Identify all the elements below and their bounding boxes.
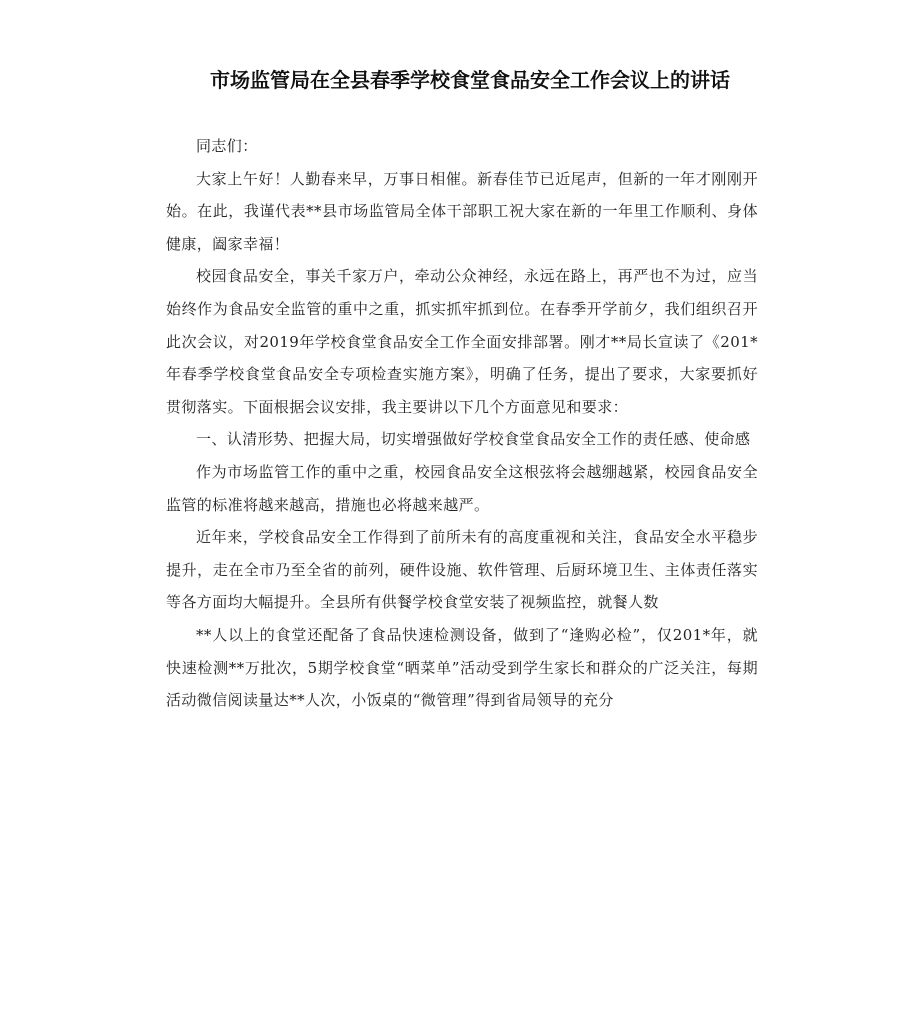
body-paragraph: **人以上的食堂还配备了食品快速检测设备，做到了“逢购必检”，仅201*年，就快速检测**万批次，5期学校食堂“晒菜单”活动受到学生家长和群众的广泛关注，每期活动微信阅读量达**人次，小饭桌的“微管理”得到省局领导的充分	[166, 625, 758, 710]
intro-paragraph: 校园食品安全，事关千家万户，牵动公众神经，永远在路上，再严也不为过，应当始终作为食品安全监管的重中之重，抓实抓牢抓到位。在春季开学前夕，我们组织召开此次会议，对2019年学校食堂食品安全工作全面安排部署。刚才**局长宣读了《201*年春季学校食堂食品安全专项检查实施方案》，明确了任务，提出了要求，大家要抓好贯彻落实。下面根据会议安排，我主要讲以下几个方面意见和要求：	[166, 267, 758, 416]
document-body	[166, 130, 758, 717]
section-heading: 一、认清形势、把握大局，切实增强做好学校食堂食品安全工作的责任感、使命感	[196, 430, 751, 449]
salutation-paragraph: 同志们：	[196, 137, 258, 155]
body-paragraph: 作为市场监管工作的重中之重，校园食品安全这根弦将会越绷越紧，校园食品安全监管的标准将越来越高，措施也必将越来越严。	[166, 462, 758, 514]
body-paragraph: 近年来，学校食品安全工作得到了前所未有的高度重视和关注，食品安全水平稳步提升，走在全市乃至全省的前列，硬件设施、软件管理、后厨环境卫生、主体责任落实等各方面均大幅提升。全县所有供餐学校食堂安装了视频监控，就餐人数	[166, 528, 758, 612]
document-title: 市场监管局在全县春季学校食堂食品安全工作会议上的讲话	[210, 68, 730, 92]
greeting-paragraph: 大家上午好！人勤春来早，万事日相催。新春佳节已近尾声，但新的一年才刚刚开始。在此，我谨代表**县市场监管局全体干部职工祝大家在新的一年里工作顺利、身体健康，阖家幸福！	[166, 169, 758, 253]
